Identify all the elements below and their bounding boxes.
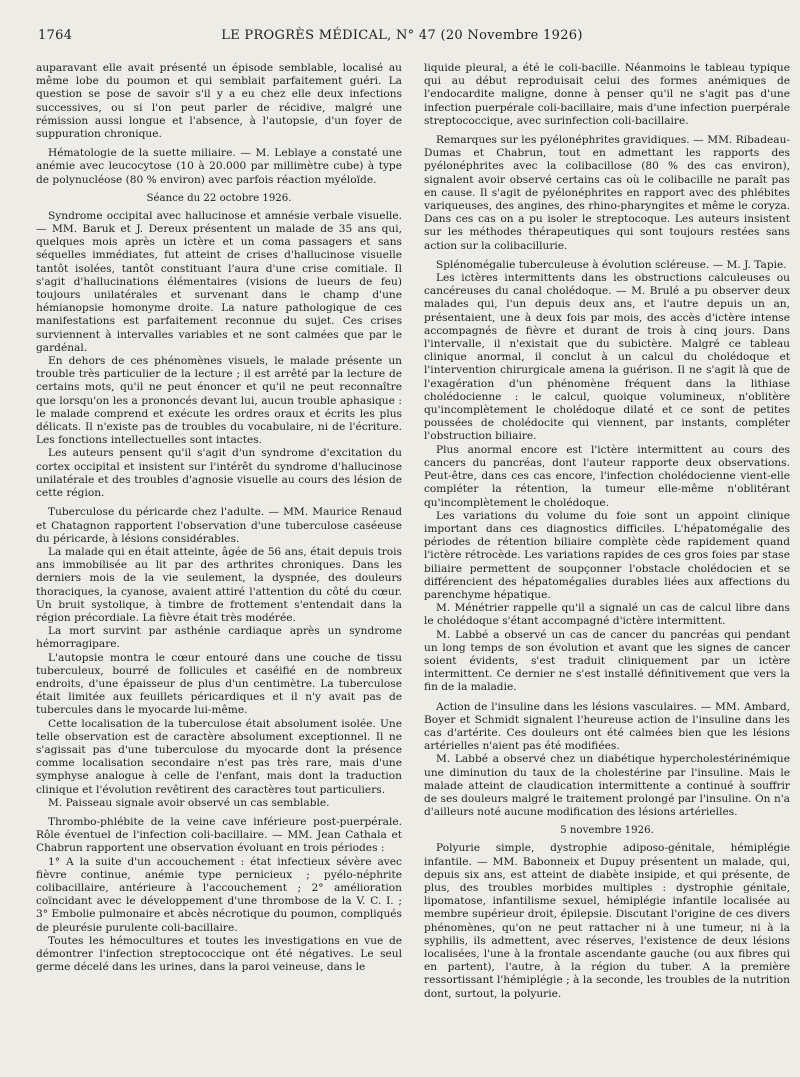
text-paragraph: 1° A la suite d'un accouchement : état infectieux sévère avec fièvre continue, anémie type pernicieux ; pyélo-néphrite colibacillaire, antérieure à l'accouchement ; 2° amélioration coïncidant avec le développement d'une thrombose de la V. C. I. ; 3° Embolie pulmonaire et abcès nécrotique du poumon, compliqués de pleurésie purulente coli-bacillaire.: [36, 855, 402, 934]
communication-paragraph: Polyurie simple, dystrophie adiposo-génitale, hémiplégie infantile. — MM. Babonneix et Dupuy présentent un malade, qui, depuis six ans, est atteint de diabète insipide, et qui présente, de plus, des troubles morbides multiples : dystrophie génitale, lipomatose, infantilisme sexuel, hémiplégie infantile localisée au membre supérieur droit, épilepsie. Discutant l'origine de ces divers phénomènes, qu'on ne peut rattacher ni à une tumeur, ni à la syphilis, ils admettent, avec réserves, l'existence de deux lésions localisées, l'une à la frontale ascendante gauche (ou aux fibres qui en partent), l'autre, à la région du tuber. A la première ressortissant l'hémiplégie ; à la seconde, les troubles de la nutrition dont, surtout, la polyurie.: [424, 842, 790, 1000]
text-paragraph: Les auteurs pensent qu'il s'agit d'un syndrome d'excitation du cortex occipital et insistent sur l'intérêt du syndrome d'hallucinose unilatérale et des troubles d'agnosie visuelle au cours des lésion de cette région.: [36, 447, 402, 500]
text-paragraph: La mort survint par asthénie cardiaque après un syndrome hémorragipare.: [36, 625, 402, 651]
text-paragraph: M. Ménétrier rappelle qu'il a signalé un cas de calcul libre dans le cholédoque s'étant accompagné d'ictère intermittent.: [424, 602, 790, 628]
text-paragraph: L'autopsie montra le cœur entouré dans une couche de tissu tuberculeux, bourré de follicules et caséifié en de nombreux endroits, d'une épaisseur de plus d'un centimètre. La tuberculose était limitée aux feuillets péricardiques et il n'y avait pas de tubercules dans le myocarde lui-même.: [36, 651, 402, 717]
text-paragraph: Les variations du volume du foie sont un appoint clinique important dans ces diagnostics difficiles. L'hépatomégalie des périodes de rétention biliaire complète cède rapidement quand l'ictère rétrocède. Les variations rapides de ces gros foies par stase biliaire permettent de soupçonner l'obstacle cholédocien et se différencient des hépatomégalies durables liées aux affections du parenchyme hépatique.: [424, 509, 790, 601]
text-paragraph: auparavant elle avait présenté un épisode semblable, localisé au même lobe du poumon et qui semblait parfaitement guéri. La question se pose de savoir s'il y a eu chez elle deux infections successives, ou si l'on peut parler de récidive, malgré une rémission aussi longue et l'absence, à l'autopsie, d'un foyer de suppuration chronique.: [36, 62, 402, 141]
text-paragraph: La malade qui en était atteinte, âgée de 56 ans, était depuis trois ans immobilisée au lit par des arthrites chroniques. Dans les derniers mois de la vie seulement, la dyspnée, des douleurs thoraciques, la cyanose, avaient attiré l'attention du côté du cœur. Un bruit systolique, à timbre de frottement s'entendait dans la région précordiale. La fièvre était très modérée.: [36, 545, 402, 624]
text-paragraph: Plus anormal encore est l'ictère intermittent au cours des cancers du pancréas, dont l'auteur rapporte deux observations. Peut-être, dans ces cas encore, l'infection cholédocienne vient-elle compléter la rétention, la tumeur elle-même n'oblitérant qu'incomplètement le cholédoque.: [424, 443, 790, 509]
right-column: [424, 62, 790, 1065]
communication-paragraph: Hématologie de la suette miliaire. — M. Leblaye a constaté une anémie avec leucocytose (10 à 20.000 par millimètre cube) à type de polynucléose (80 % environ) avec parfois réaction myéloïde.: [36, 147, 402, 186]
text-paragraph: liquide pleural, a été le coli-bacille. Néanmoins le tableau typique qui au début reproduisait celui des formes anémiques de l'endocardite maligne, donne à penser qu'il ne s'agit pas d'une infection puerpérale coli-bacillaire, mais d'une infection puerpérale streptococcique, avec surinfection coli-bacillaire.: [424, 62, 790, 127]
communication-paragraph: Syndrome occipital avec hallucinose et amnésie verbale visuelle. — MM. Baruk et J. Dereux présentent un malade de 35 ans qui, quelques mois après un ictère et un coma passagers et sans séquelles immédiates, fut atteint de crises d'hallucinose visuelle tantôt isolées, tantôt constituant l'aura d'une crise comitiale. Il s'agit d'hallucinations élémentaires (visions de lueurs de feu) toujours unilatérales et survenant dans le champ d'une hémianopsie homonyme droite. La nature pathologique de ces manifestations est parfaitement reconnue du sujet. Ces crises surviennent à intervalles variables et ne sont calmées que par le gardénal.: [36, 209, 402, 354]
journal-title: LE PROGRÈS MÉDICAL, N° 47 (20 Novembre 1926): [221, 28, 583, 43]
text-paragraph: M. Labbé a observé chez un diabétique hypercholestérinémique une diminution du taux de la cholestérine par l'insuline. Mais le malade atteint de claudication intermittente a continué à souffrir de ses douleurs malgré le traitement prolongé par l'insuline. On n'a d'ailleurs noté aucune modification des lésions artérielles.: [424, 753, 790, 819]
text-paragraph: Les ictères intermittents dans les obstructions calculeuses ou cancéreuses du canal cholédoque. — M. Brulé a pu observer deux malades qui, l'un depuis deux ans, et l'autre depuis un an, présentaient, une à deux fois par mois, des accès d'ictère intense accompagnés de fièvre et durant de trois à cinq jours. Dans l'intervalle, il n'existait que du subictère. Malgré ce tableau clinique anormal, il conclut à un calcul du cholédoque et l'intervention chirurgicale amena la guérison. Il ne s'agit là que de l'exagération d'un phénomène fréquent dans la lithiase cholédocienne : le calcul, quoique volumineux, n'oblitère qu'incomplètement le cholédoque dilaté et ce sont de petites poussées de cholédocite qui viennent, par instants, compléter l'obstruction biliaire.: [424, 272, 790, 443]
session-date: 5 novembre 1926.: [560, 825, 654, 837]
text-paragraph: M. Labbé a observé un cas de cancer du pancréas qui pendant un long temps de son évolution et avant que les signes de cancer soient évidents, s'est traduit cliniquement par un ictère intermittent. Ce dernier ne s'est installé définitivement que vers la fin de la maladie.: [424, 628, 790, 694]
communication-paragraph: Splénomégalie tuberculeuse à évolution scléreuse. — M. J. Tapie.: [436, 258, 787, 271]
text-paragraph: Cette localisation de la tuberculose était absolument isolée. Une telle observation est de caractère absolument exceptionnel. Il ne s'agissait pas d'une tuberculose du myocarde dont la présence comme localisation secondaire n'est pas très rare, mais d'une symphyse analogue à celle de l'enfant, mais dont la traduction clinique et l'évolution revêtirent des caractères tout particuliers.: [36, 717, 402, 796]
page-header: [38, 28, 766, 48]
communication-paragraph: Tuberculose du péricarde chez l'adulte. — MM. Maurice Renaud et Chatagnon rapportent l'observation d'une tuberculose caséeuse du péricarde, à lésions considérables.: [36, 506, 402, 545]
text-paragraph: M. Paisseau signale avoir observé un cas semblable.: [48, 796, 330, 809]
session-date: Séance du 22 octobre 1926.: [146, 192, 292, 204]
communication-paragraph: Action de l'insuline dans les lésions vasculaires. — MM. Ambard, Boyer et Schmidt signalent l'heureuse action de l'insuline dans les cas d'artérite. Ces douleurs ont été calmées bien que les lésions artérielles n'aient pas été modifiées.: [424, 700, 790, 753]
text-paragraph: En dehors de ces phénomènes visuels, le malade présente un trouble très particulier de la lecture ; il est arrêté par la lecture de certains mots, qu'il ne peut énoncer et qu'il ne peut reconnaître que lorsqu'on les a prononcés devant lui, aucun trouble aphasique : le malade comprend et exécute les ordres oraux et écrits les plus délicats. Il n'existe pas de troubles du vocabulaire, ni de l'écriture. Les fonctions intellectuelles sont intactes.: [36, 355, 402, 447]
communication-paragraph: Remarques sur les pyélonéphrites gravidiques. — MM. Ribadeau-Dumas et Chabrun, tout en admettant les rapports des pyélonéphrites avec la colibacillose (80 % des cas environ), signalent avoir observé certains cas où le colibacille ne paraît pas en cause. Il s'agit de pyélonéphrites en rapport avec des phlébites variqueuses, des angines, des rhino-pharyngites et même le coryza. Dans ces cas on a pu isoler le streptocoque. Les auteurs insistent sur les méthodes thérapeutiques qui sont toujours restées sans action sur la colibacillurie.: [424, 134, 790, 252]
text-paragraph: Toutes les hémocultures et toutes les investigations en vue de démontrer l'infection streptococcique ont été négatives. Le seul germe décelé dans les urines, dans la paroi veineuse, dans le: [36, 934, 402, 974]
left-column: [36, 62, 402, 1065]
communication-paragraph: Thrombo-phlébite de la veine cave inférieure post-puerpérale. Rôle éventuel de l'infection coli-bacillaire. — MM. Jean Cathala et Chabrun rapportent une observation évoluant en trois périodes :: [36, 815, 402, 855]
page-number: 1764: [38, 28, 73, 43]
